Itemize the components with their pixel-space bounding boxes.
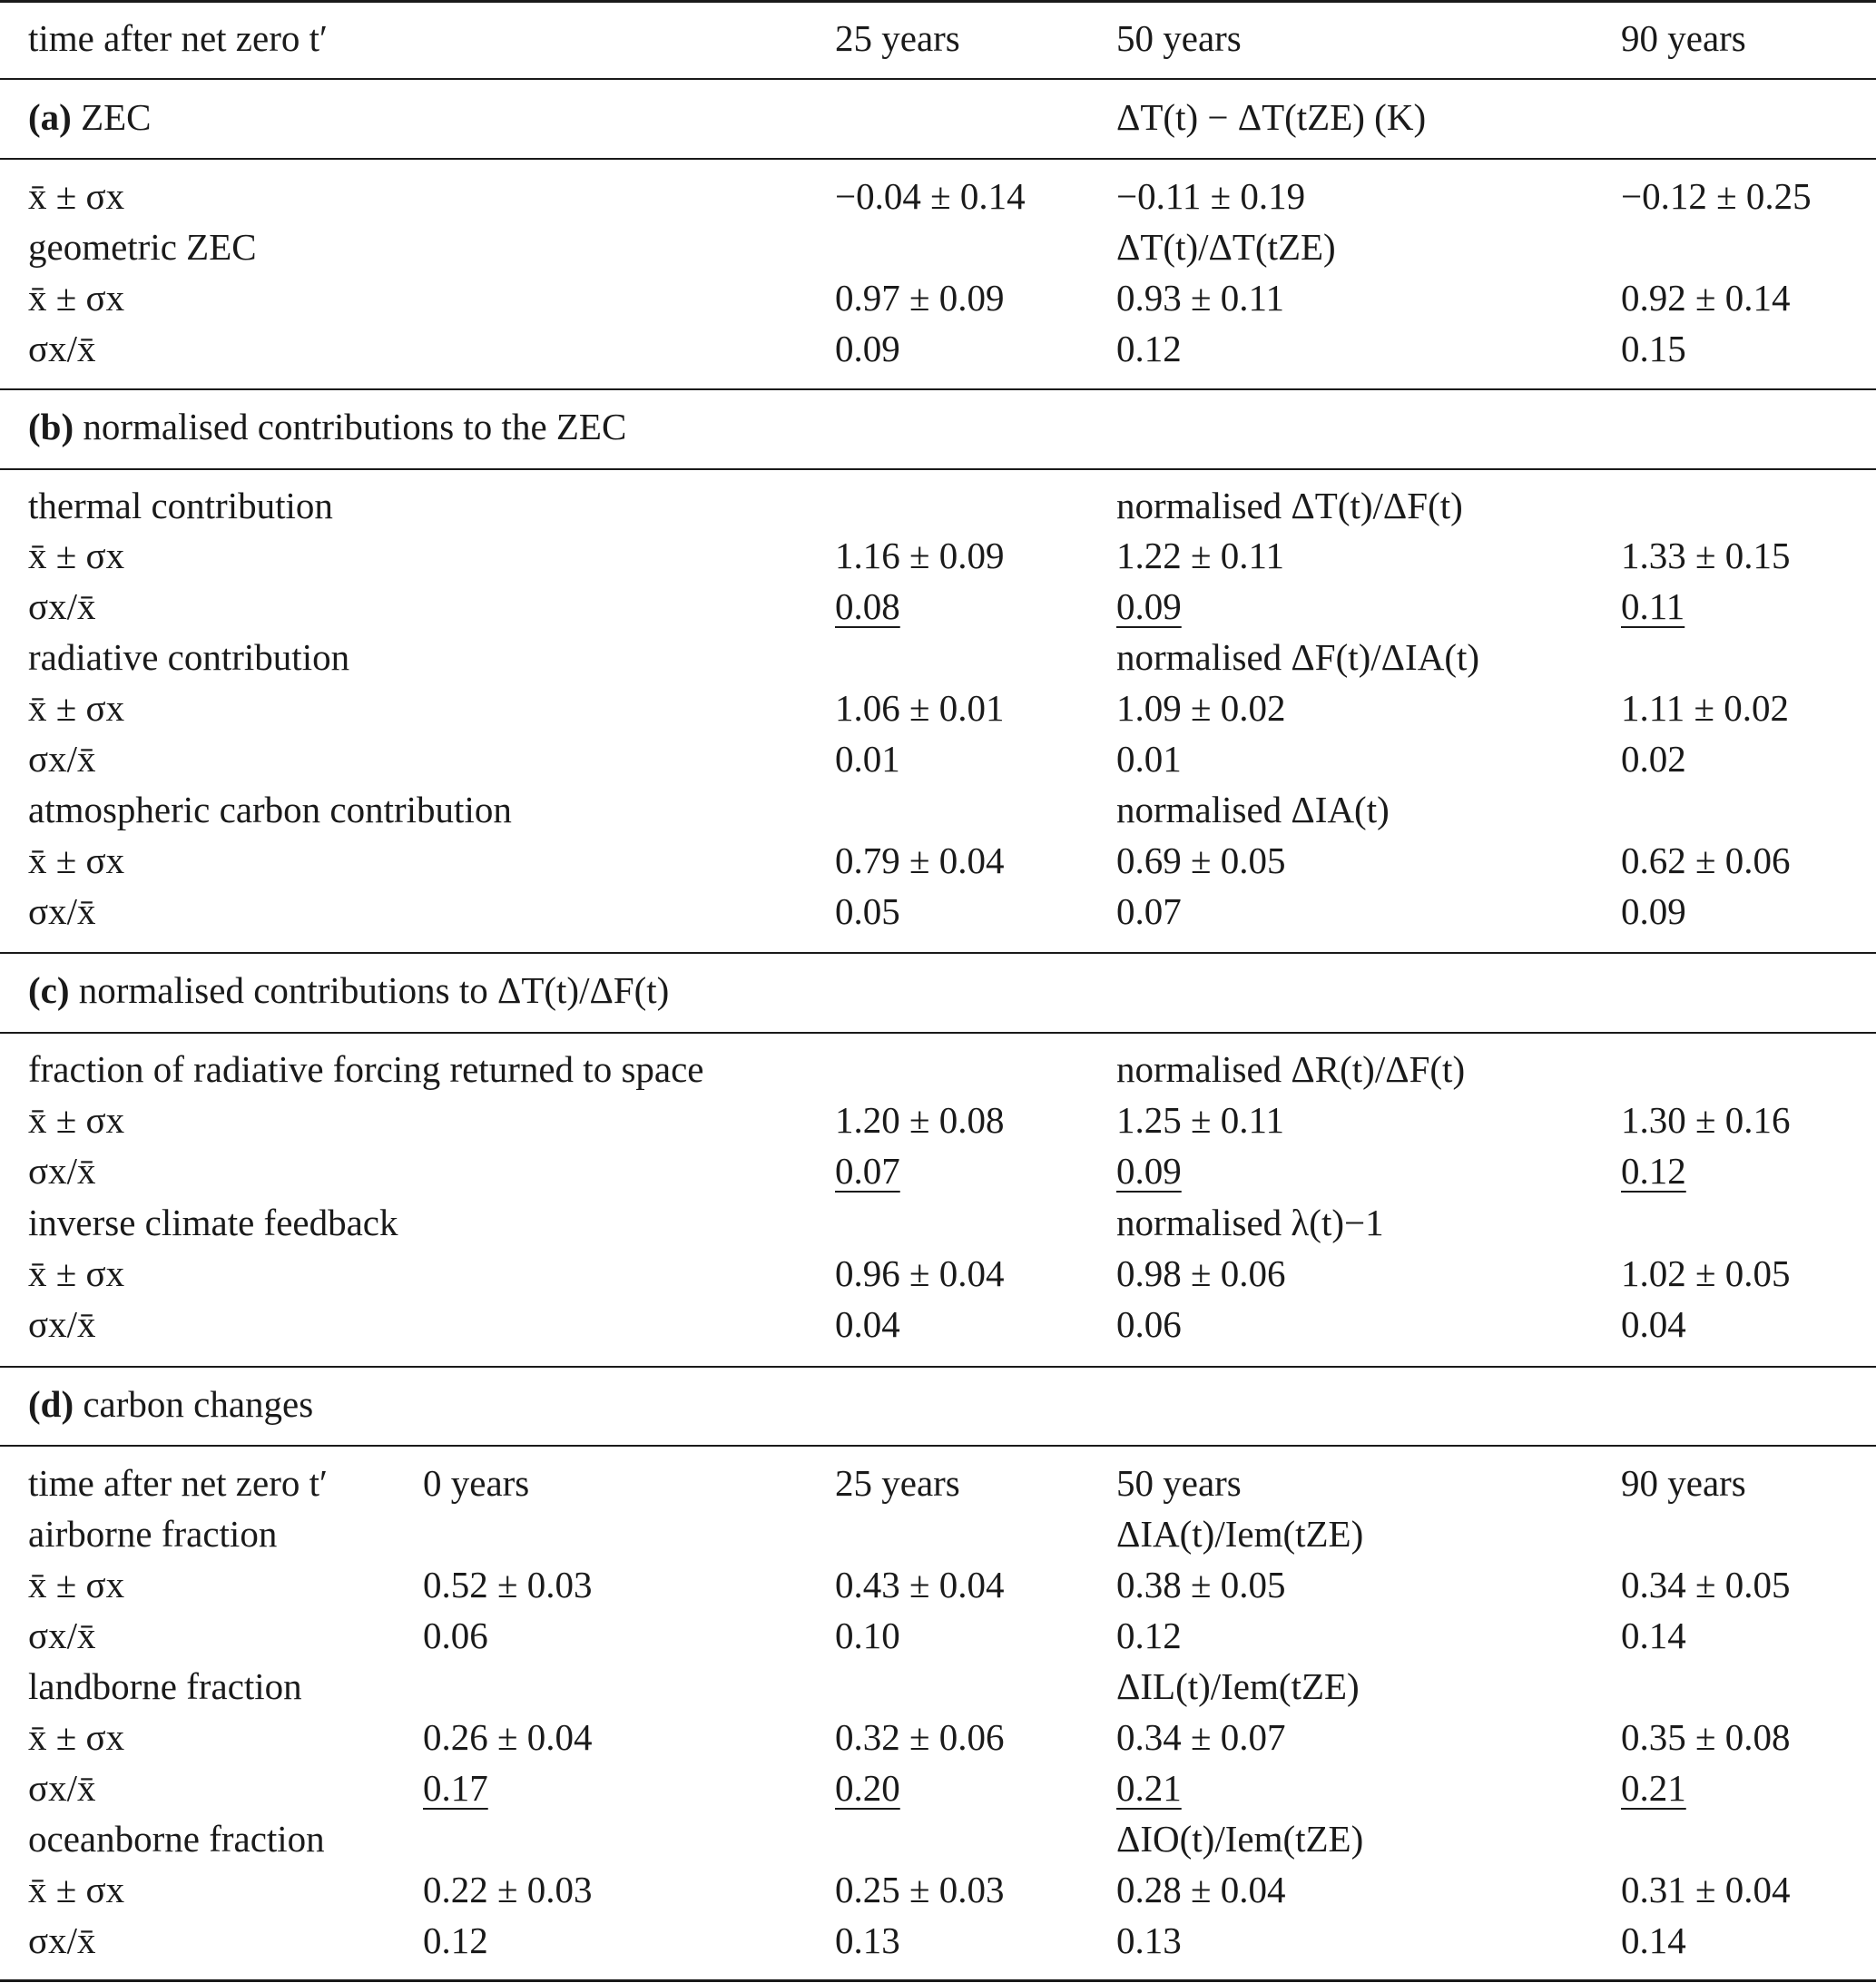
- cell: 0.32 ± 0.06: [835, 1716, 1005, 1758]
- header-row: [0, 13, 1876, 64]
- cell: 0.12: [1621, 1150, 1686, 1192]
- cell: 0.31 ± 0.04: [1621, 1869, 1791, 1910]
- atmos-cv-row: [0, 886, 1876, 937]
- geometric-zec-label-row: [0, 221, 1876, 272]
- header-90: 90 years: [1621, 17, 1746, 59]
- cell: 0.21: [1621, 1767, 1686, 1809]
- cell: 0.34 ± 0.05: [1621, 1564, 1791, 1605]
- oceanborne-label-row: [0, 1813, 1876, 1864]
- header-90: 90 years: [1621, 1462, 1746, 1504]
- cell: 0.62 ± 0.06: [1621, 839, 1791, 881]
- row-label: landborne fraction: [28, 1665, 302, 1707]
- section-a-letter: (a): [28, 96, 72, 138]
- section-a-quantity: ΔT(t) − ΔT(tZE) (K): [1116, 96, 1427, 138]
- carbon-header-row: [0, 1458, 1876, 1508]
- header-50: 50 years: [1116, 17, 1242, 59]
- geometric-zec-mean-row: [0, 272, 1876, 323]
- row-label: x̄ ± σx: [28, 535, 125, 576]
- section-d-heading: [0, 1379, 1876, 1429]
- rule: [0, 158, 1876, 160]
- cell: 0.10: [835, 1615, 900, 1656]
- quantity-label: normalised λ(t)−1: [1116, 1202, 1384, 1243]
- cell: 0.69 ± 0.05: [1116, 839, 1286, 881]
- cell: 0.12: [423, 1919, 488, 1961]
- cell: 0.08: [835, 585, 900, 627]
- cell: 0.11: [1621, 585, 1685, 627]
- airborne-mean-row: [0, 1559, 1876, 1610]
- oceanborne-mean-row: [0, 1864, 1876, 1915]
- row-label: x̄ ± σx: [28, 277, 125, 319]
- thermal-mean-row: [0, 530, 1876, 581]
- cell: 0.93 ± 0.11: [1116, 277, 1284, 319]
- oceanborne-cv-row: [0, 1915, 1876, 1966]
- row-label: σx/x̄: [28, 890, 96, 932]
- geometric-zec-cv-row: [0, 323, 1876, 374]
- cell: 0.25 ± 0.03: [835, 1869, 1005, 1910]
- cell: 0.01: [835, 738, 900, 780]
- landborne-label-row: [0, 1661, 1876, 1712]
- row-label: atmospheric carbon contribution: [28, 789, 512, 830]
- header-label: time after net zero t′: [28, 17, 328, 59]
- cell: 0.06: [423, 1615, 488, 1656]
- cell: −0.04 ± 0.14: [835, 175, 1026, 217]
- cell: 0.02: [1621, 738, 1686, 780]
- zec-mean-row: [0, 171, 1876, 221]
- section-c-heading: [0, 965, 1876, 1016]
- cell: 0.26 ± 0.04: [423, 1716, 593, 1758]
- cell: 0.01: [1116, 738, 1182, 780]
- cell: 0.12: [1116, 328, 1182, 369]
- landborne-cv-row: [0, 1762, 1876, 1813]
- section-a-heading: [0, 92, 1876, 142]
- section-b-letter: (b): [28, 406, 74, 447]
- row-label: σx/x̄: [28, 585, 96, 627]
- row-label: σx/x̄: [28, 738, 96, 780]
- thermal-cv-row: [0, 581, 1876, 632]
- cell: 0.09: [835, 328, 900, 369]
- row-label: time after net zero t′: [28, 1462, 328, 1504]
- section-b-title: normalised contributions to the ZEC: [74, 406, 627, 447]
- radiative-mean-row: [0, 682, 1876, 733]
- quantity-label: ΔIO(t)/Iem(tZE): [1116, 1818, 1364, 1860]
- cell: 0.52 ± 0.03: [423, 1564, 593, 1605]
- landborne-mean-row: [0, 1712, 1876, 1762]
- cell: 0.20: [835, 1767, 900, 1809]
- cell: 0.96 ± 0.04: [835, 1252, 1005, 1294]
- cell: 1.20 ± 0.08: [835, 1099, 1005, 1141]
- rule: [0, 1032, 1876, 1034]
- cell: 1.33 ± 0.15: [1621, 535, 1791, 576]
- thermal-label-row: [0, 480, 1876, 531]
- quantity-label: ΔIA(t)/Iem(tZE): [1116, 1513, 1364, 1555]
- cell: 1.22 ± 0.11: [1116, 535, 1284, 576]
- quantity-label: normalised ΔF(t)/ΔIA(t): [1116, 636, 1480, 678]
- header-50: 50 years: [1116, 1462, 1242, 1504]
- returned-label-row: [0, 1044, 1876, 1095]
- cell: 0.14: [1621, 1919, 1686, 1961]
- row-label: x̄ ± σx: [28, 1099, 125, 1141]
- radiative-label-row: [0, 632, 1876, 682]
- row-label: oceanborne fraction: [28, 1818, 325, 1860]
- feedback-mean-row: [0, 1248, 1876, 1299]
- cell: 0.07: [1116, 890, 1182, 932]
- cell: 0.98 ± 0.06: [1116, 1252, 1286, 1294]
- cell: 0.21: [1116, 1767, 1182, 1809]
- atmos-mean-row: [0, 835, 1876, 886]
- rule: [0, 388, 1876, 390]
- cell: 0.04: [1621, 1303, 1686, 1345]
- cell: −0.12 ± 0.25: [1621, 175, 1812, 217]
- row-label: σx/x̄: [28, 328, 96, 369]
- quantity-label: ΔT(t)/ΔT(tZE): [1116, 226, 1336, 268]
- row-label: σx/x̄: [28, 1303, 96, 1345]
- row-label: σx/x̄: [28, 1767, 96, 1809]
- cell: 0.17: [423, 1767, 488, 1809]
- rule: [0, 78, 1876, 80]
- cell: 1.02 ± 0.05: [1621, 1252, 1791, 1294]
- row-label: σx/x̄: [28, 1919, 96, 1961]
- cell: 1.06 ± 0.01: [835, 687, 1005, 729]
- section-a-title: ZEC: [71, 96, 152, 138]
- top-rule: [0, 0, 1876, 3]
- quantity-label: normalised ΔT(t)/ΔF(t): [1116, 485, 1463, 526]
- row-label: x̄ ± σx: [28, 1869, 125, 1910]
- cell: 0.14: [1621, 1615, 1686, 1656]
- cell: 1.30 ± 0.16: [1621, 1099, 1791, 1141]
- airborne-label-row: [0, 1508, 1876, 1559]
- feedback-label-row: [0, 1197, 1876, 1248]
- row-label: x̄ ± σx: [28, 687, 125, 729]
- section-d-title: carbon changes: [74, 1383, 314, 1425]
- row-label: thermal contribution: [28, 485, 333, 526]
- header-0: 0 years: [423, 1462, 530, 1504]
- cell: 0.09: [1116, 1150, 1182, 1192]
- cell: 0.38 ± 0.05: [1116, 1564, 1286, 1605]
- cell: 0.05: [835, 890, 900, 932]
- row-label: fraction of radiative forcing returned to space: [28, 1048, 704, 1090]
- row-label: x̄ ± σx: [28, 175, 125, 217]
- rule: [0, 952, 1876, 954]
- section-c-letter: (c): [28, 969, 70, 1011]
- airborne-cv-row: [0, 1610, 1876, 1661]
- cell: 0.07: [835, 1150, 900, 1192]
- cell: 0.92 ± 0.14: [1621, 277, 1791, 319]
- row-label: σx/x̄: [28, 1150, 96, 1192]
- cell: 1.09 ± 0.02: [1116, 687, 1286, 729]
- cell: 0.79 ± 0.04: [835, 839, 1005, 881]
- returned-cv-row: [0, 1145, 1876, 1196]
- section-d-letter: (d): [28, 1383, 74, 1425]
- cell: 1.16 ± 0.09: [835, 535, 1005, 576]
- cell: 0.35 ± 0.08: [1621, 1716, 1791, 1758]
- row-label: x̄ ± σx: [28, 1564, 125, 1605]
- section-c-title: normalised contributions to ΔT(t)/ΔF(t): [69, 969, 670, 1011]
- header-25: 25 years: [835, 17, 960, 59]
- cell: 1.11 ± 0.02: [1621, 687, 1789, 729]
- returned-mean-row: [0, 1095, 1876, 1145]
- cell: 0.28 ± 0.04: [1116, 1869, 1286, 1910]
- cell: 1.25 ± 0.11: [1116, 1099, 1284, 1141]
- cell: 0.13: [835, 1919, 900, 1961]
- feedback-cv-row: [0, 1299, 1876, 1350]
- cell: 0.06: [1116, 1303, 1182, 1345]
- rule: [0, 468, 1876, 470]
- rule: [0, 1366, 1876, 1368]
- cell: 0.34 ± 0.07: [1116, 1716, 1286, 1758]
- row-label: geometric ZEC: [28, 226, 257, 268]
- cell: 0.09: [1621, 890, 1686, 932]
- cell: 0.97 ± 0.09: [835, 277, 1005, 319]
- row-label: x̄ ± σx: [28, 1252, 125, 1294]
- section-b-heading: [0, 401, 1876, 452]
- header-25: 25 years: [835, 1462, 960, 1504]
- row-label: radiative contribution: [28, 636, 350, 678]
- cell: 0.15: [1621, 328, 1686, 369]
- cell: −0.11 ± 0.19: [1116, 175, 1306, 217]
- row-label: σx/x̄: [28, 1615, 96, 1656]
- quantity-label: normalised ΔIA(t): [1116, 789, 1390, 830]
- cell: 0.12: [1116, 1615, 1182, 1656]
- bottom-rule: [0, 1979, 1876, 1982]
- cell: 0.09: [1116, 585, 1182, 627]
- row-label: x̄ ± σx: [28, 1716, 125, 1758]
- row-label: inverse climate feedback: [28, 1202, 398, 1243]
- radiative-cv-row: [0, 733, 1876, 784]
- cell: 0.22 ± 0.03: [423, 1869, 593, 1910]
- cell: 0.04: [835, 1303, 900, 1345]
- cell: 0.13: [1116, 1919, 1182, 1961]
- rule: [0, 1445, 1876, 1447]
- quantity-label: normalised ΔR(t)/ΔF(t): [1116, 1048, 1466, 1090]
- row-label: x̄ ± σx: [28, 839, 125, 881]
- row-label: airborne fraction: [28, 1513, 278, 1555]
- cell: 0.43 ± 0.04: [835, 1564, 1005, 1605]
- quantity-label: ΔIL(t)/Iem(tZE): [1116, 1665, 1360, 1707]
- atmos-label-row: [0, 784, 1876, 835]
